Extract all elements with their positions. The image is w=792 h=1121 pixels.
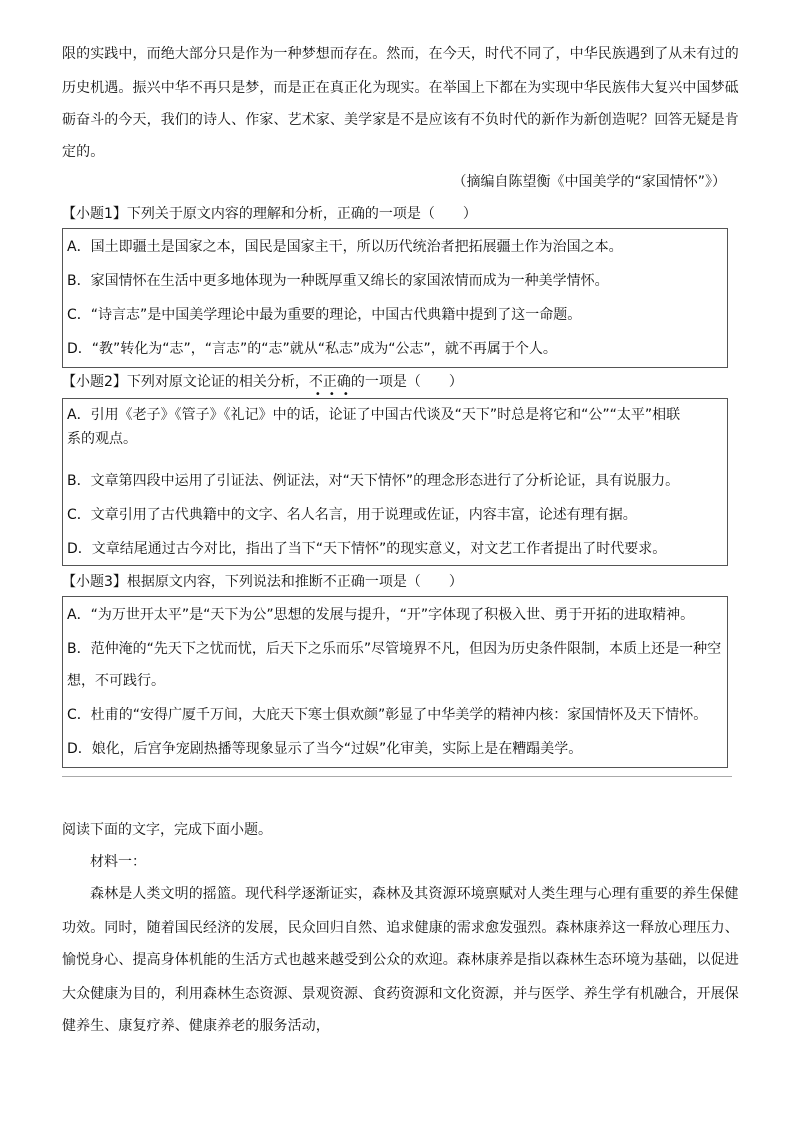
option-c[interactable]: C．杜甫的“安得广厦千万间，大庇天下寒士俱欢颜”彰显了中华美学的精神内核：家国情怀及天下情怀。 (67, 707, 708, 723)
question-3-options-box (62, 596, 728, 768)
passage-line: 历史机遇。振兴中华不再只是梦，而是正在真正化为现实。在举国上下都在为实现中华民族伟大复兴中国梦砥 (62, 80, 739, 96)
material-line: 森林是人类文明的摇篮。现代科学逐渐证实，森林及其资源环境禀赋对人类生理与心理有重要的养生保健 (90, 886, 739, 902)
option-b[interactable]: B．家国情怀在生活中更多地体现为一种既厚重又绵长的家国浓情而成为一种美学情怀。 (67, 273, 609, 289)
question-1-options-box (62, 228, 728, 368)
emphasis-dot: • (342, 389, 349, 400)
question-2-emphasis (308, 374, 351, 400)
material-line: 大众健康为目的，利用森林生态资源、景观资源、食药资源和文化资源，并与医学、养生学有机融合，开展保 (62, 986, 739, 1002)
option-a-continued[interactable]: 系的观点。 (67, 431, 137, 447)
material-line: 健养生、康复疗养、健康养老的服务活动， (62, 1018, 330, 1034)
question-2-heading-pre: 【小题2】下列对原文论证的相关分析， (62, 374, 309, 390)
option-a[interactable]: A．“为万世开太平”是“天下为公”思想的发展与提升，“开”字体现了积极入世、勇于开拓的进取精神。 (67, 607, 695, 623)
reading-instruction: 阅读下面的文字，完成下面小题。 (62, 822, 272, 838)
material-line: 愉悦身心、提高身体机能的生活方式也越来越受到公众的欢迎。森林康养是指以森林生态环境为基础，以促进 (62, 952, 739, 968)
option-d[interactable]: D．“教”转化为“志”，“言志”的“志”就从“私志”成为“公志”，就不再属于个人。 (67, 341, 557, 357)
option-d[interactable]: D．文章结尾通过古今对比，指出了当下“天下情怀”的现实意义，对文艺工作者提出了时代要求。 (67, 541, 667, 557)
option-a[interactable]: A．国土即疆土是国家之本，国民是国家主干，所以历代统治者把拓展疆土作为治国之本。 (67, 239, 623, 255)
question-2-options-box (62, 398, 728, 566)
question-3-heading: 【小题3】根据原文内容，下列说法和推断不正确一项是（ ） (62, 574, 463, 590)
emphasis-dot: • (314, 389, 321, 400)
question-2-heading (62, 372, 463, 400)
option-d[interactable]: D．娘化，后宫争宠剧热播等现象显示了当今“过娱”化审美，实际上是在糟蹋美学。 (67, 741, 583, 757)
passage-line: 限的实践中，而绝大部分只是作为一种梦想而存在。然而，在今天，时代不同了，中华民族遇到了从未有过的 (62, 46, 739, 62)
question-1-heading: 【小题1】下列关于原文内容的理解和分析，正确的一项是（ ） (62, 206, 477, 222)
source-citation: （摘编自陈望衡《中国美学的“家国情怀”》） (452, 174, 726, 190)
passage-line: 定的。 (62, 144, 105, 160)
option-b-continued[interactable]: 想，不可践行。 (67, 673, 165, 689)
material-line: 功效。同时，随着国民经济的发展，民众回归自然、追求健康的需求愈发强烈。森林康养这一释放心理压力、 (62, 920, 739, 936)
question-2-heading-post: 的一项是（ ） (350, 374, 463, 390)
section-divider (62, 776, 732, 777)
option-c[interactable]: C．文章引用了古代典籍中的文字、名人名言，用于说理或佐证，内容丰富，论述有理有据。 (67, 507, 637, 523)
option-b[interactable]: B．文章第四段中运用了引证法、例证法，对“天下情怀”的理念形态进行了分析论证，具有说服力。 (67, 473, 680, 489)
emphasis-dot: • (328, 389, 335, 400)
option-b[interactable]: B．范仲淹的“先天下之忧而忧，后天下之乐而乐”尽管境界不凡，但因为历史条件限制，本质上还是一种空 (67, 641, 722, 657)
material-title: 材料一： (90, 854, 146, 870)
option-a[interactable]: A．引用《老子》《管子》《礼记》中的话，论证了中国古代谈及“天下”时总是将它和“公”“太平”相联 (67, 407, 681, 423)
question-2-emphasis-text: 不正确 (308, 374, 351, 390)
option-c[interactable]: C．“诗言志”是中国美学理论中最为重要的理论，中国古代典籍中提到了这一命题。 (67, 307, 582, 323)
passage-line: 砺奋斗的今天，我们的诗人、作家、艺术家、美学家是不是应该有不负时代的新作为新创造呢？回答无疑是肯 (62, 112, 739, 128)
